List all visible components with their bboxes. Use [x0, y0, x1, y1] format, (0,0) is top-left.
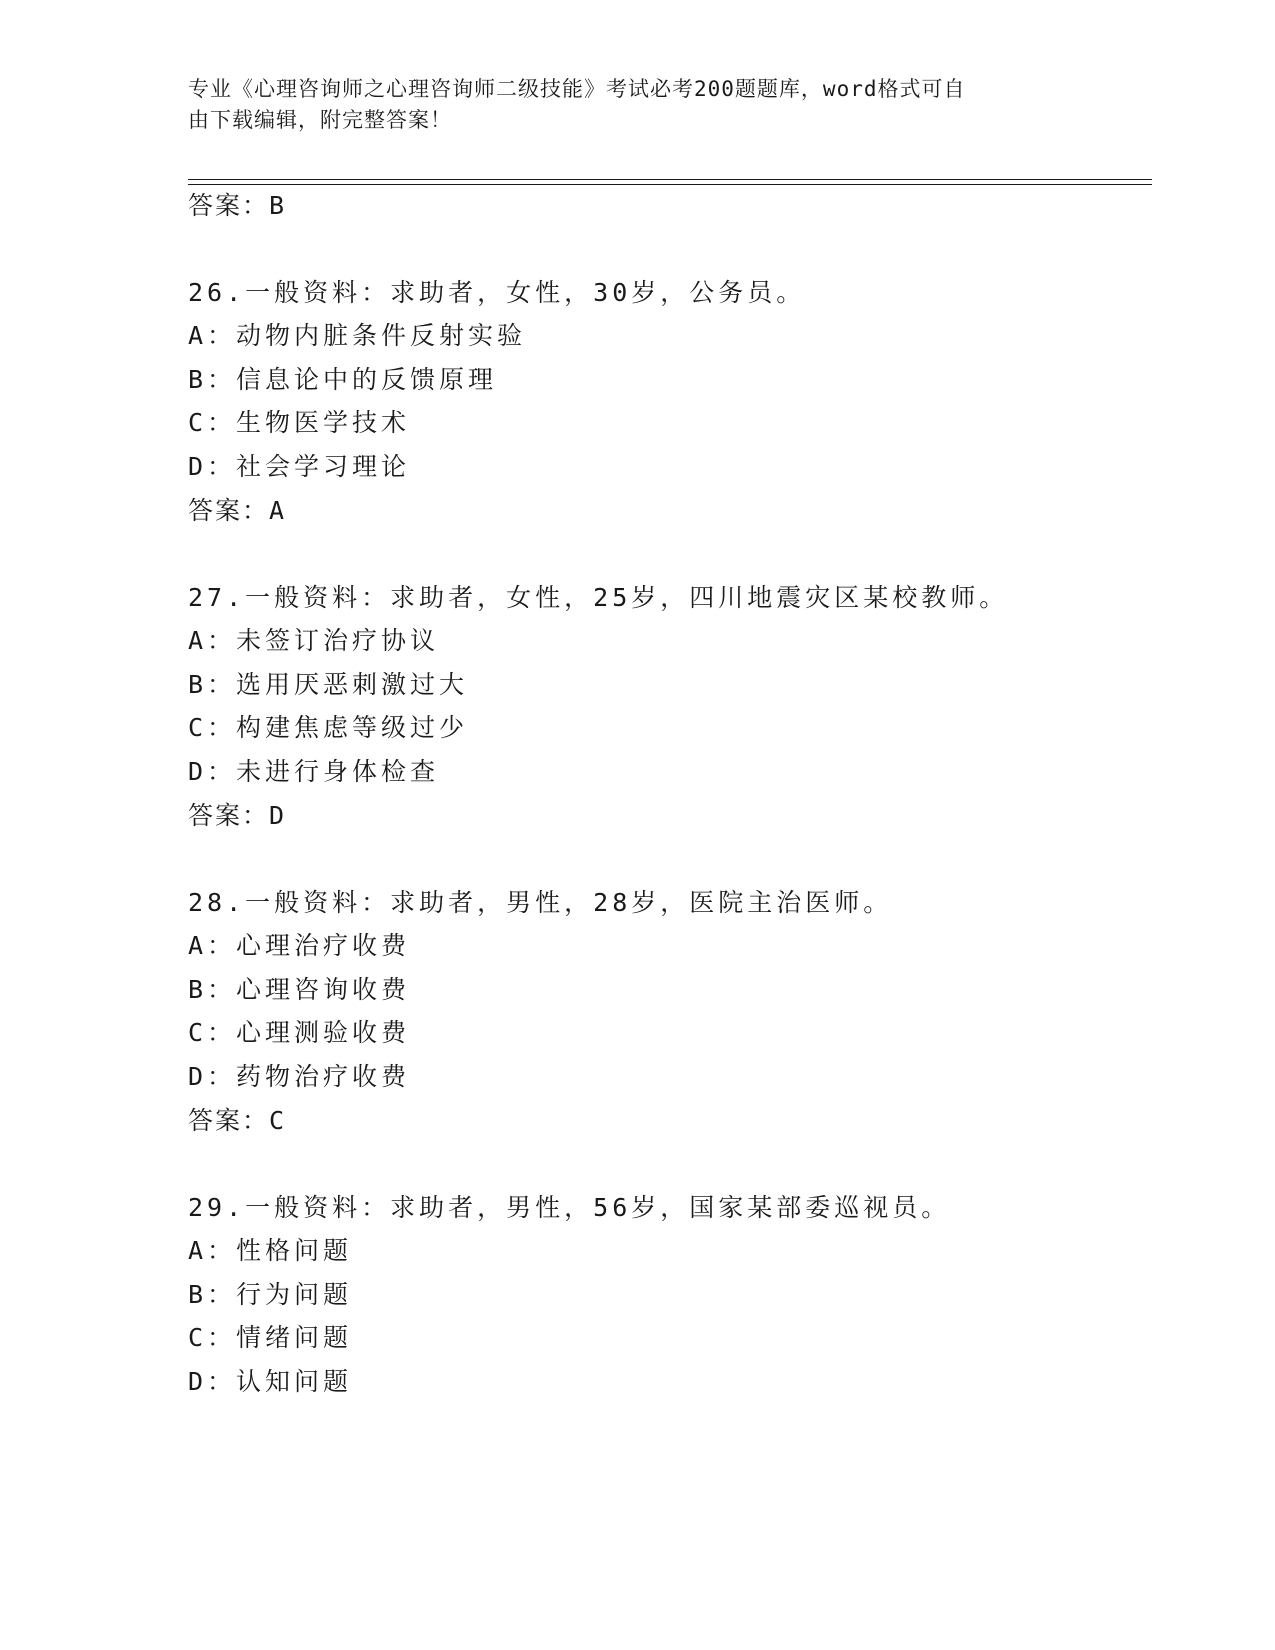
question-29-option-c: C：情绪问题 — [188, 1323, 353, 1352]
header-line-2: 由下载编辑，附完整答案！ — [188, 108, 452, 132]
document-header — [188, 74, 1088, 136]
question-26-option-d: D：社会学习理论 — [188, 452, 411, 481]
question-29-stem: 29.一般资料：求助者，男性，56岁，国家某部委巡视员。 — [188, 1193, 951, 1222]
question-27-answer: 答案：D — [188, 801, 287, 830]
previous-answer: 答案：B — [188, 191, 287, 220]
question-26-stem: 26.一般资料：求助者，女性，30岁，公务员。 — [188, 278, 806, 307]
question-27-option-c: C：构建焦虑等级过少 — [188, 713, 469, 742]
header-line-1: 专业《心理咨询师之心理咨询师二级技能》考试必考200题题库，word格式可自 — [188, 77, 966, 101]
question-26-option-c: C：生物医学技术 — [188, 408, 411, 437]
question-29-option-b: B：行为问题 — [188, 1280, 353, 1309]
question-29-option-a: A：性格问题 — [188, 1236, 353, 1265]
question-27-option-a: A：未签订治疗协议 — [188, 626, 440, 655]
question-26-option-b: B：信息论中的反馈原理 — [188, 365, 498, 394]
question-28-option-c: C：心理测验收费 — [188, 1018, 411, 1047]
question-28-option-d: D：药物治疗收费 — [188, 1062, 411, 1091]
header-rule-bottom — [188, 184, 1152, 185]
question-28-stem: 28.一般资料：求助者，男性，28岁，医院主治医师。 — [188, 888, 893, 917]
question-29-option-d: D：认知问题 — [188, 1367, 353, 1396]
question-28-option-b: B：心理咨询收费 — [188, 975, 411, 1004]
question-28-option-a: A：心理治疗收费 — [188, 931, 411, 960]
question-27-stem: 27.一般资料：求助者，女性，25岁，四川地震灾区某校教师。 — [188, 583, 1009, 612]
question-27-option-d: D：未进行身体检查 — [188, 757, 440, 786]
question-28-answer: 答案：C — [188, 1106, 287, 1135]
question-26-option-a: A：动物内脏条件反射实验 — [188, 321, 527, 350]
question-27-option-b: B：选用厌恶刺激过大 — [188, 670, 469, 699]
header-rule-top — [188, 179, 1152, 180]
question-26-answer: 答案：A — [188, 496, 287, 525]
